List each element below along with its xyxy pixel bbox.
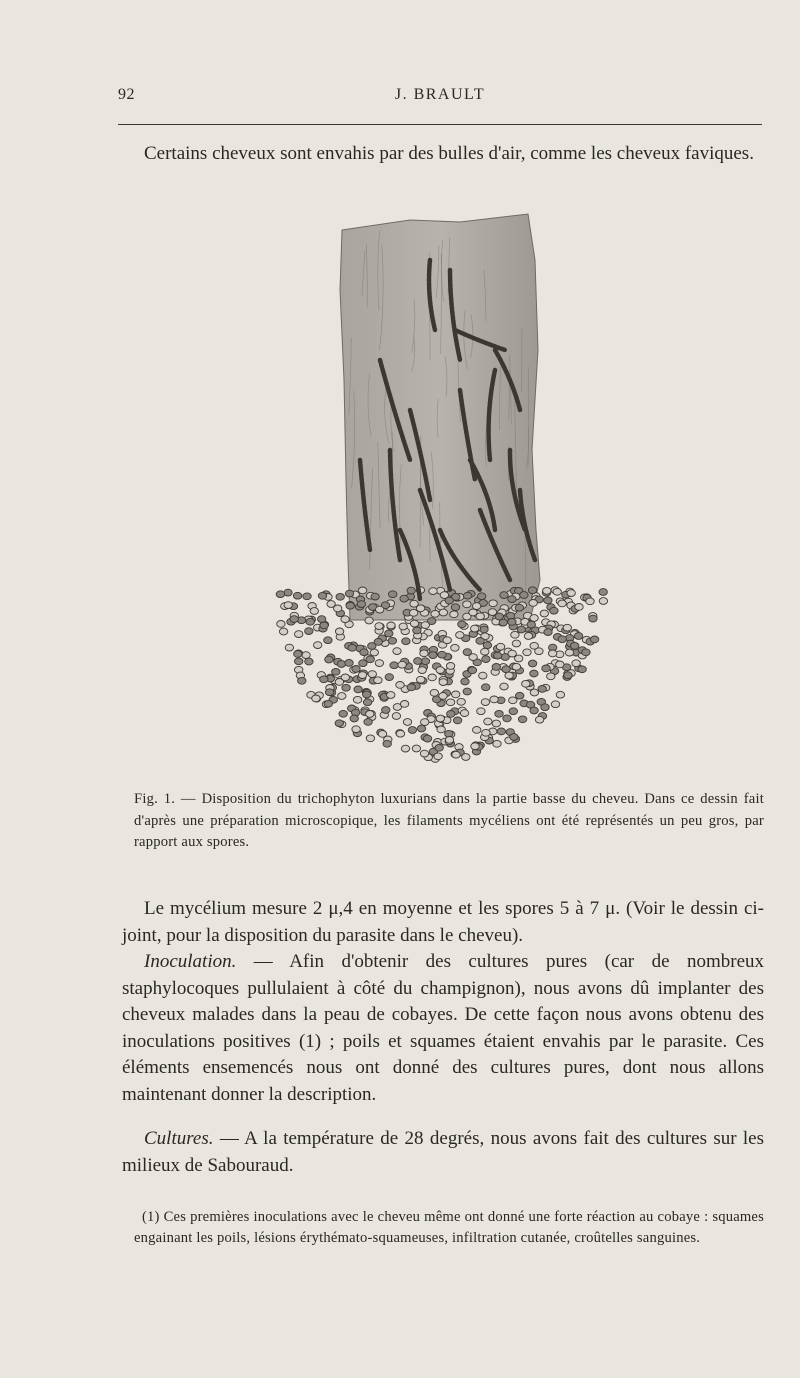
spore xyxy=(407,587,415,594)
spore xyxy=(544,597,552,604)
hair-drawing-svg xyxy=(260,200,620,785)
spore xyxy=(457,698,465,705)
inoculation-heading: Inoculation. xyxy=(144,951,237,972)
spore xyxy=(359,660,367,667)
spore xyxy=(353,696,361,703)
spore xyxy=(310,608,318,615)
spore xyxy=(431,610,439,617)
spore xyxy=(492,720,500,727)
spore xyxy=(453,717,461,724)
spore xyxy=(421,622,429,629)
spore xyxy=(352,666,360,673)
spore xyxy=(515,655,523,662)
spore xyxy=(524,633,532,640)
inoculation-text: — Afin d'obtenir des cultures pures (car de nombreux staphylocoques pullulaient à côté du champignon), nous avons dû implanter des cheveux malades dans la peau de cobayes. De cette façon nous avons obtenu des inoculations positives (1) ; poils et squames étaient envahis par le parasite. Ces éléments ensemencés nous ont donné des cultures pures, dont nous allons maintenant donner la description. xyxy=(122,951,764,1105)
spore xyxy=(599,598,607,605)
header-rule xyxy=(118,124,762,125)
spore xyxy=(451,604,459,611)
spore xyxy=(368,671,376,678)
spore xyxy=(528,660,536,667)
spore xyxy=(472,603,480,610)
spore xyxy=(508,650,516,657)
spore xyxy=(446,699,454,706)
spore xyxy=(496,643,504,650)
spore xyxy=(445,737,453,744)
spore xyxy=(495,613,503,620)
spore xyxy=(456,632,464,639)
spore xyxy=(565,649,573,656)
running-head: J. BRAULT xyxy=(394,86,486,103)
spore xyxy=(530,689,538,696)
spore xyxy=(535,716,543,723)
spore xyxy=(518,716,526,723)
spore xyxy=(277,621,285,628)
spore xyxy=(387,622,395,629)
spore xyxy=(563,624,571,631)
spore xyxy=(366,711,374,718)
spore xyxy=(320,676,328,683)
spore xyxy=(543,587,551,594)
spore xyxy=(490,696,498,703)
spore xyxy=(547,673,555,680)
spore xyxy=(357,601,365,608)
spore xyxy=(575,604,583,611)
spore xyxy=(388,637,396,644)
caption-rest: Dans ce dessin fait d'après une préparation microscopique, les filaments mycéliens ont été représentés un peu gros, par rapport aux spores. xyxy=(134,791,764,850)
spore xyxy=(578,666,586,673)
spore xyxy=(305,628,313,635)
footnote: (1) Ces premières inoculations avec le cheveu même ont donné une forte réaction au cobaye : squames engainant les poils, lésions érythémato-squameuses, infiltration cutanée, croûtelles sanguines. xyxy=(134,1209,764,1246)
spore xyxy=(520,592,528,599)
cultures-heading: Cultures. xyxy=(144,1128,214,1149)
spore xyxy=(342,684,350,691)
spore xyxy=(443,637,451,644)
spore xyxy=(589,615,597,622)
spore xyxy=(417,676,425,683)
spore xyxy=(285,644,293,651)
spore xyxy=(530,670,538,677)
spore xyxy=(509,697,517,704)
spore xyxy=(358,672,366,679)
spore xyxy=(582,649,590,656)
spore xyxy=(290,616,298,623)
cultures-text: — A la température de 28 degrés, nous avons fait des cultures sur les milieux de Sabouraud. xyxy=(122,1128,764,1176)
spore xyxy=(447,711,455,718)
spore xyxy=(298,677,306,684)
spore xyxy=(508,596,516,603)
spore xyxy=(385,630,393,637)
spore xyxy=(358,587,366,594)
spore xyxy=(402,638,410,645)
spore xyxy=(398,661,406,668)
spore xyxy=(574,633,582,640)
spore xyxy=(489,600,497,607)
spore xyxy=(408,727,416,734)
spore xyxy=(396,730,404,737)
spore xyxy=(332,668,340,675)
spore xyxy=(376,606,384,613)
spore xyxy=(451,644,459,651)
spore xyxy=(481,648,489,655)
spore xyxy=(558,600,566,607)
spore xyxy=(423,735,431,742)
spore xyxy=(325,689,333,696)
spore xyxy=(434,753,442,760)
spore xyxy=(389,591,397,598)
spore xyxy=(364,719,372,726)
spore xyxy=(437,726,445,733)
spore xyxy=(428,674,436,681)
spore xyxy=(482,656,490,663)
spore xyxy=(429,588,437,595)
spore xyxy=(370,649,378,656)
spore xyxy=(418,667,426,674)
spore xyxy=(293,592,301,599)
spore xyxy=(530,642,538,649)
spore xyxy=(558,636,566,643)
spore xyxy=(387,692,395,699)
spore xyxy=(517,626,525,633)
spore xyxy=(393,648,401,655)
spore xyxy=(473,727,481,734)
spore xyxy=(324,700,332,707)
spore xyxy=(510,734,518,741)
spore xyxy=(463,592,471,599)
spore xyxy=(529,600,537,607)
spore xyxy=(324,637,332,644)
caption-lead: Fig. 1. — Disposition du trichophyton luxurians dans la partie basse du cheveu. xyxy=(134,791,639,807)
spore xyxy=(374,639,382,646)
spore xyxy=(306,618,314,625)
spore xyxy=(382,707,390,714)
spore xyxy=(279,628,287,635)
spore xyxy=(385,674,393,681)
spore xyxy=(484,718,492,725)
spore xyxy=(471,743,479,750)
spore xyxy=(346,602,354,609)
spore xyxy=(421,719,429,726)
spore xyxy=(508,619,516,626)
spore xyxy=(541,704,549,711)
spore xyxy=(337,661,345,668)
spore xyxy=(542,665,550,672)
spore xyxy=(482,729,490,736)
cultures-paragraph xyxy=(122,1126,764,1179)
spore xyxy=(548,650,556,657)
spore xyxy=(345,590,353,597)
spore xyxy=(500,683,508,690)
spore xyxy=(438,651,446,658)
spore xyxy=(436,667,444,674)
spore xyxy=(530,615,538,622)
spore xyxy=(479,672,487,679)
spore xyxy=(334,605,342,612)
spore xyxy=(511,631,519,638)
spore xyxy=(551,701,559,708)
spore xyxy=(335,720,343,727)
spore xyxy=(462,754,470,761)
spore xyxy=(522,680,530,687)
spore xyxy=(497,728,505,735)
spore xyxy=(295,631,303,638)
spore xyxy=(463,601,471,608)
spore xyxy=(365,617,373,624)
spore xyxy=(435,744,443,751)
body-paragraph xyxy=(122,896,764,1108)
spore xyxy=(325,656,333,663)
spore xyxy=(586,598,594,605)
spore xyxy=(564,672,572,679)
spore xyxy=(599,589,607,596)
spore xyxy=(421,658,429,665)
spore xyxy=(540,610,548,617)
spore xyxy=(439,693,447,700)
spore xyxy=(417,725,425,732)
spore xyxy=(458,621,466,628)
spore xyxy=(383,740,391,747)
spore xyxy=(312,695,320,702)
spore xyxy=(284,602,292,609)
spore xyxy=(345,660,353,667)
spore xyxy=(407,684,415,691)
spore xyxy=(572,660,580,667)
spore xyxy=(378,731,386,738)
intro-paragraph: Certains cheveux sont envahis par des bulles d'air, comme les cheveux faviques. xyxy=(144,143,754,164)
spore xyxy=(360,649,368,656)
spore xyxy=(338,693,346,700)
page-header xyxy=(118,86,762,112)
spore xyxy=(375,660,383,667)
spore xyxy=(463,688,471,695)
spore xyxy=(348,644,356,651)
spore xyxy=(436,715,444,722)
spore xyxy=(512,640,520,647)
spore xyxy=(544,629,552,636)
spore xyxy=(318,616,326,623)
spore xyxy=(439,609,447,616)
spore xyxy=(276,591,284,598)
page-number: 92 xyxy=(118,86,135,103)
hair-illustration xyxy=(260,200,620,785)
spore xyxy=(505,672,513,679)
spore xyxy=(392,713,400,720)
spore xyxy=(480,626,488,633)
spore xyxy=(528,587,536,594)
spore xyxy=(478,593,486,600)
spore xyxy=(477,708,485,715)
spore xyxy=(556,691,564,698)
spore xyxy=(294,651,302,658)
spore xyxy=(318,592,326,599)
spore xyxy=(476,613,484,620)
spore xyxy=(516,692,524,699)
spore xyxy=(420,650,428,657)
spore xyxy=(416,605,424,612)
spore xyxy=(413,627,421,634)
spore xyxy=(452,751,460,758)
spore xyxy=(509,708,517,715)
spore xyxy=(295,658,303,665)
spore xyxy=(493,740,501,747)
spore xyxy=(468,667,476,674)
spore xyxy=(461,678,469,685)
spore xyxy=(553,588,561,595)
spore xyxy=(502,666,510,673)
spore xyxy=(495,710,503,717)
spore xyxy=(445,597,453,604)
spore xyxy=(414,658,422,665)
spore xyxy=(430,689,438,696)
spore xyxy=(303,593,311,600)
spore xyxy=(354,686,362,693)
spore xyxy=(335,628,343,635)
spore xyxy=(410,609,418,616)
spore xyxy=(571,642,579,649)
spore xyxy=(374,677,382,684)
spore xyxy=(471,625,479,632)
spore xyxy=(352,726,360,733)
spore xyxy=(401,745,409,752)
spore xyxy=(339,710,347,717)
spore xyxy=(429,652,437,659)
spore xyxy=(390,662,398,669)
spore xyxy=(341,616,349,623)
spore xyxy=(481,699,489,706)
spore xyxy=(446,663,454,670)
spore xyxy=(403,719,411,726)
spore xyxy=(556,661,564,668)
spore xyxy=(452,691,460,698)
spore xyxy=(366,735,374,742)
spore xyxy=(400,595,408,602)
spore xyxy=(567,590,575,597)
spore xyxy=(463,649,471,656)
spore xyxy=(366,656,374,663)
spore xyxy=(527,621,535,628)
spore xyxy=(363,699,371,706)
spore xyxy=(412,745,420,752)
spore xyxy=(284,589,292,596)
spore xyxy=(482,684,490,691)
spore xyxy=(538,686,546,693)
spore xyxy=(305,658,313,665)
figure-caption xyxy=(134,789,764,854)
spore xyxy=(494,652,502,659)
spore xyxy=(371,593,379,600)
mycelium-sentence: Le mycélium mesure 2 μ,4 en moyenne et les spores 5 à 7 μ. (Voir le dessin ci-joint, pour la disposition du parasite dans le cheveu). xyxy=(122,898,764,946)
spore xyxy=(515,604,523,611)
spore xyxy=(512,663,520,670)
spore xyxy=(396,682,404,689)
spore xyxy=(550,607,558,614)
spore xyxy=(363,691,371,698)
spore xyxy=(492,664,500,671)
spore xyxy=(350,715,358,722)
spore xyxy=(500,592,508,599)
spore xyxy=(483,642,491,649)
spore xyxy=(590,636,598,643)
spore xyxy=(410,620,418,627)
spore xyxy=(450,611,458,618)
spore xyxy=(399,623,407,630)
spore-cluster xyxy=(276,587,607,763)
spore xyxy=(335,679,343,686)
spore xyxy=(523,649,531,656)
spore xyxy=(476,638,484,645)
spore xyxy=(420,750,428,757)
spore xyxy=(375,623,383,630)
spore xyxy=(336,593,344,600)
spore xyxy=(439,679,447,686)
spore xyxy=(503,715,511,722)
spore xyxy=(530,707,538,714)
spore xyxy=(460,710,468,717)
spore xyxy=(400,701,408,708)
spore xyxy=(314,642,322,649)
